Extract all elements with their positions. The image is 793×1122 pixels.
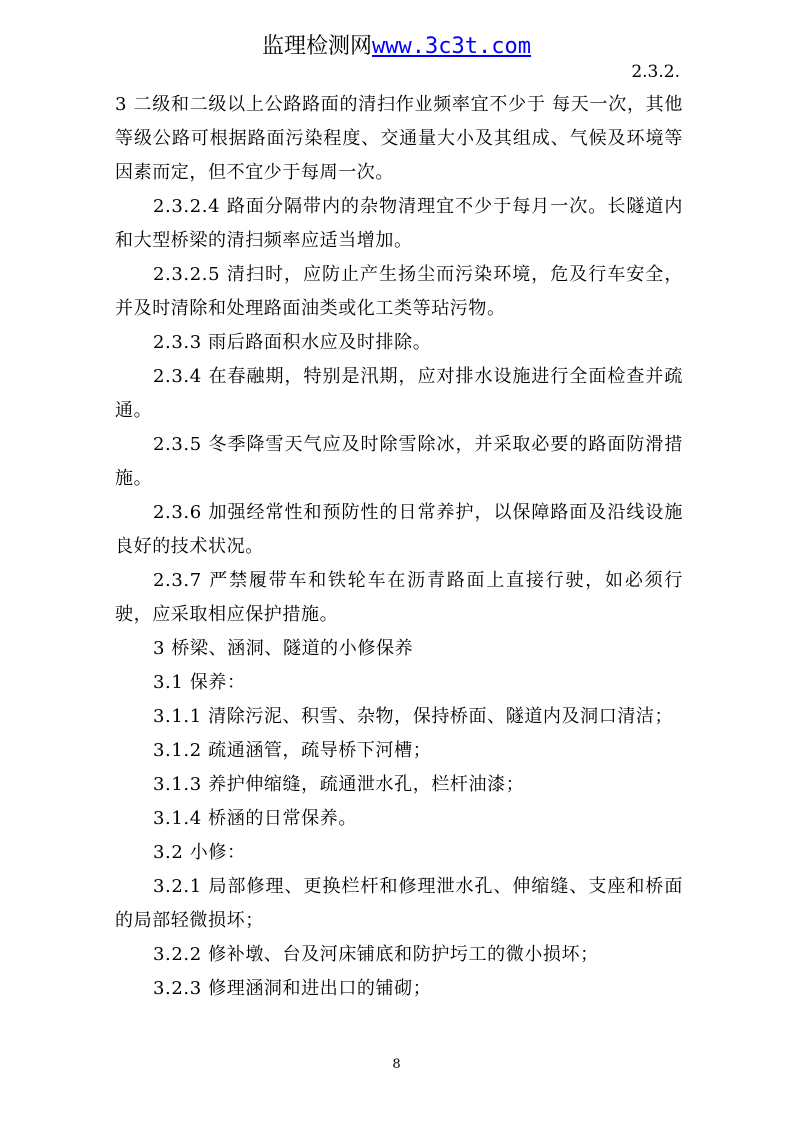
body-paragraph: 3.1 保养：	[153, 672, 246, 693]
body-paragraph: 2.3.3 雨后路面积水应及时排除。	[153, 332, 432, 353]
body-paragraph: 2.3.2.5 清扫时，应防止产生扬尘而污染环境，危及行车安全，并及时清除和处理路面油类或化工类等玷污物。	[115, 264, 683, 319]
page-number: 8	[392, 1057, 401, 1072]
body-paragraph: 3.2.1 局部修理、更换栏杆和修理泄水孔、伸缩缝、支座和桥面的局部轻微损坏；	[115, 876, 683, 931]
body-paragraph: 3 二级和二级以上公路路面的清扫作业频率宜不少于 每天一次，其他等级公路可根据路面污染程度、交通量大小及其组成、气候及环境等因素而定，但不宜少于每周一次。	[115, 94, 683, 183]
body-paragraph: 3.2 小修：	[153, 842, 246, 863]
body-paragraph: 3.2.3 修理涵洞和进出口的铺砌；	[153, 978, 432, 999]
site-name: 监理检测网	[262, 34, 373, 59]
body-paragraph: 3 桥梁、涵洞、隧道的小修保养	[153, 638, 414, 659]
page-header	[0, 33, 793, 61]
site-url-link[interactable]: www.3c3t.com	[372, 34, 531, 59]
body-paragraph: 2.3.4 在春融期，特别是汛期，应对排水设施进行全面检查并疏通。	[115, 366, 683, 421]
body-paragraph: 2.3.2.4 路面分隔带内的杂物清理宜不少于每月一次。长隧道内和大型桥梁的清扫频率应适当增加。	[115, 196, 683, 251]
body-paragraph: 3.1.1 清除污泥、积雪、杂物，保持桥面、隧道内及洞口清洁；	[153, 706, 674, 727]
body-paragraph: 2.3.7 严禁履带车和铁轮车在沥青路面上直接行驶，如必须行驶，应采取相应保护措施。	[115, 570, 683, 625]
body-paragraph: 2.3.5 冬季降雪天气应及时除雪除冰，并采取必要的路面防滑措施。	[115, 434, 683, 489]
document-body	[115, 88, 683, 1006]
body-paragraph: 3.1.3 养护伸缩缝，疏通泄水孔，栏杆油漆；	[153, 774, 525, 795]
body-paragraph: 3.1.4 桥涵的日常保养。	[153, 808, 357, 829]
body-paragraph: 3.2.2 修补墩、台及河床铺底和防护圬工的微小损坏；	[153, 944, 599, 965]
body-paragraph: 3.1.2 疏通涵管，疏导桥下河槽；	[153, 740, 432, 761]
body-paragraph: 2.3.6 加强经常性和预防性的日常养护，以保障路面及沿线设施良好的技术状况。	[115, 502, 683, 557]
section-number-fragment: 2.3.2.	[631, 62, 680, 82]
